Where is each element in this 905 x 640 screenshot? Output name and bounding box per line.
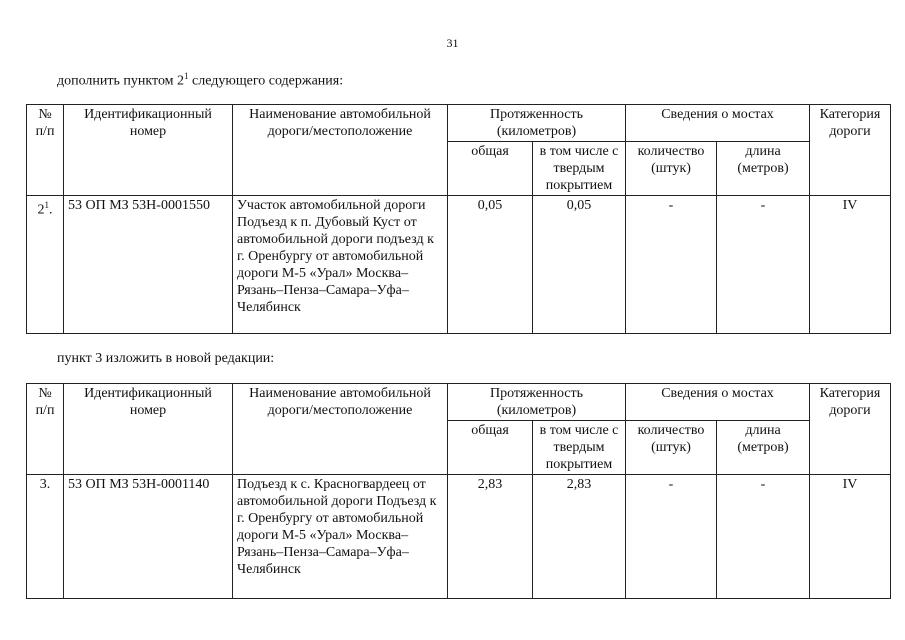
header-length: Протяженность (километров): [448, 384, 626, 421]
row-category: IV: [810, 196, 891, 334]
header-id: Идентификационный номер: [64, 105, 233, 196]
header-bridges: Сведения о мостах: [626, 384, 810, 421]
row-bridges-count: -: [626, 196, 717, 334]
row-id: 53 ОП МЗ 53Н-0001140: [64, 475, 233, 599]
row-name: Подъезд к с. Красногвардеец от автомобильной дороги Подъезд к г. Оренбургу от автомобильной дороги М-5 «Урал» Москва–Рязань–Пенза–Самара–Уфа–Челябинск: [233, 475, 448, 599]
header-length-total: общая: [448, 421, 533, 475]
section-2-intro: пункт 3 изложить в новой редакции:: [57, 351, 275, 366]
row-bridges-length: -: [717, 475, 810, 599]
table-row: [27, 196, 891, 334]
header-length-hard: в том числе с твердым покрытием: [533, 142, 626, 196]
row-num: 3.: [27, 475, 64, 599]
header-num: № п/п: [27, 105, 64, 196]
header-length-total: общая: [448, 142, 533, 196]
header-bridges-length: длина (метров): [717, 142, 810, 196]
header-category: Категория дороги: [810, 384, 891, 475]
header-name: Наименование автомобильной дороги/местоположение: [233, 384, 448, 475]
header-length-hard: в том числе с твердым покрытием: [533, 421, 626, 475]
row-category: IV: [810, 475, 891, 599]
header-bridges: Сведения о мостах: [626, 105, 810, 142]
header-name: Наименование автомобильной дороги/местоположение: [233, 105, 448, 196]
section-1-intro: дополнить пунктом $2^1$ следующего содержания:: [57, 71, 344, 89]
header-category: Категория дороги: [810, 105, 891, 196]
row-length-hard: 2,83: [533, 475, 626, 599]
row-length-total: 0,05: [448, 196, 533, 334]
header-num: № п/п: [27, 384, 64, 475]
header-length: Протяженность (километров): [448, 105, 626, 142]
header-id: Идентификационный номер: [64, 384, 233, 475]
header-bridges-count: количество (штук): [626, 142, 717, 196]
row-bridges-length: -: [717, 196, 810, 334]
row-length-total: 2,83: [448, 475, 533, 599]
road-table-1: [26, 104, 891, 334]
table-row: [27, 475, 891, 599]
road-table-2: [26, 383, 891, 599]
header-bridges-length: длина (метров): [717, 421, 810, 475]
row-name: Участок автомобильной дороги Подъезд к п. Дубовый Куст от автомобильной дороги подъезд к г. Оренбургу от автомобильной дороги М-5 «Урал» Москва–Рязань–Пенза–Самара–Уфа–Челябинск: [233, 196, 448, 334]
row-id: 53 ОП МЗ 53Н-0001550: [64, 196, 233, 334]
header-bridges-count: количество (штук): [626, 421, 717, 475]
row-length-hard: 0,05: [533, 196, 626, 334]
page-number: 31: [446, 36, 459, 50]
row-bridges-count: -: [626, 475, 717, 599]
row-num: $2^1$.: [27, 196, 64, 334]
